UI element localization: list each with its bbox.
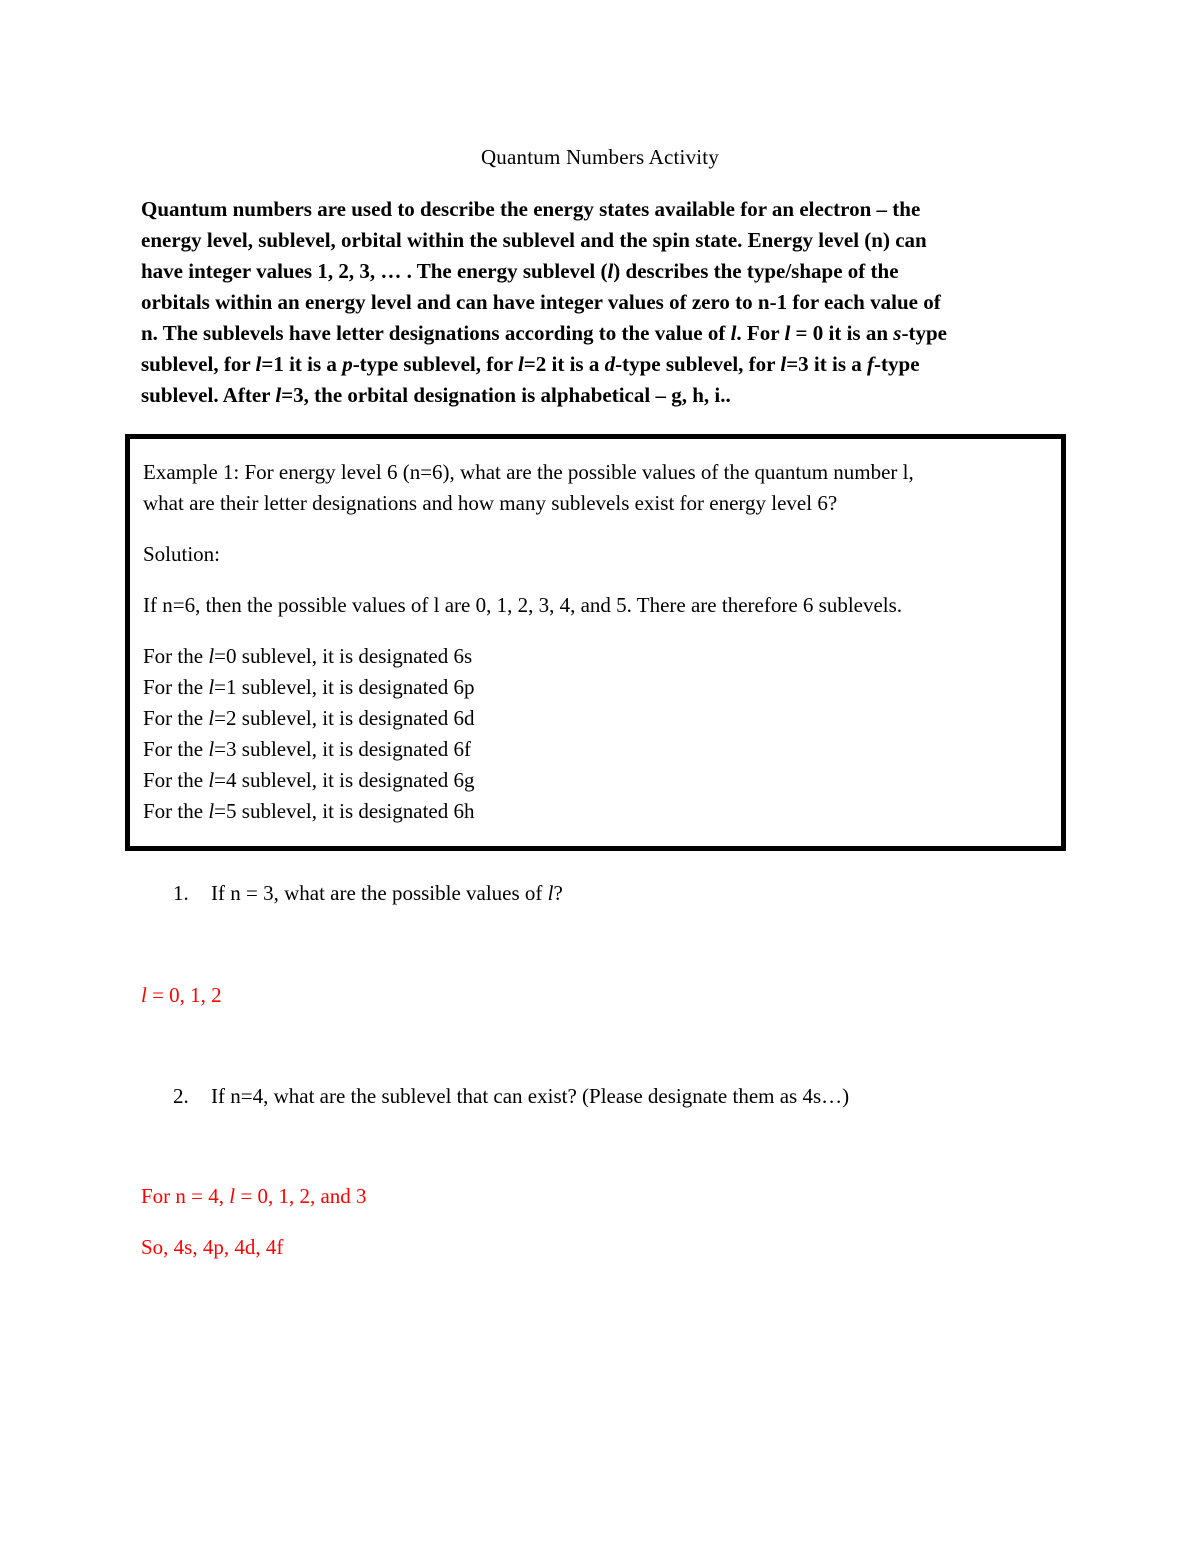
question-1: 1. If n = 3, what are the possible values of l?	[173, 881, 563, 905]
intro-paragraph	[141, 194, 1071, 411]
question-number: 1.	[173, 881, 189, 905]
intro-line: sublevel. After l=3, the orbital designation is alphabetical – g, h, i..	[141, 383, 731, 407]
question-number: 2.	[173, 1084, 189, 1108]
sublevel-line: For the l=5 sublevel, it is designated 6h	[143, 799, 475, 823]
intro-line: n. The sublevels have letter designations according to the value of l. For l = 0 it is an s-type	[141, 321, 947, 345]
example-question: Example 1: For energy level 6 (n=6), what are the possible values of the quantum number l, what are their letter designations and how many sublevels exist for energy level 6?	[143, 460, 914, 515]
solution-label: Solution:	[143, 542, 221, 566]
solution-statement: If n=6, then the possible values of l are 0, 1, 2, 3, 4, and 5. There are therefore 6 sublevels.	[143, 593, 903, 617]
sublevel-line: For the l=4 sublevel, it is designated 6g	[143, 768, 475, 792]
sublevel-list	[143, 641, 1043, 827]
question-2: 2. If n=4, what are the sublevel that can exist? (Please designate them as 4s…)	[173, 1084, 850, 1108]
example-content	[143, 457, 1043, 827]
answer-2-line-1: For n = 4, l = 0, 1, 2, and 3	[141, 1184, 367, 1208]
page-title: Quantum Numbers Activity	[480, 145, 720, 169]
intro-line: have integer values 1, 2, 3, … . The energy sublevel (l) describes the type/shape of the	[141, 259, 899, 283]
sublevel-line: For the l=1 sublevel, it is designated 6p	[143, 675, 475, 699]
example-box	[125, 434, 1066, 851]
intro-line: energy level, sublevel, orbital within the sublevel and the spin state. Energy level (n) can	[141, 228, 927, 252]
sublevel-line: For the l=0 sublevel, it is designated 6s	[143, 644, 473, 668]
sublevel-line: For the l=3 sublevel, it is designated 6f	[143, 737, 471, 761]
intro-line: Quantum numbers are used to describe the energy states available for an electron – the	[141, 197, 921, 221]
intro-line: sublevel, for l=1 it is a p-type sublevel, for l=2 it is a d-type sublevel, for l=3 it is a f-type	[141, 352, 920, 376]
intro-line: orbitals within an energy level and can have integer values of zero to n-1 for each value of	[141, 290, 941, 314]
sublevel-line: For the l=2 sublevel, it is designated 6d	[143, 706, 475, 730]
answer-1: l = 0, 1, 2	[141, 983, 222, 1007]
answer-2-line-2: So, 4s, 4p, 4d, 4f	[141, 1235, 284, 1259]
